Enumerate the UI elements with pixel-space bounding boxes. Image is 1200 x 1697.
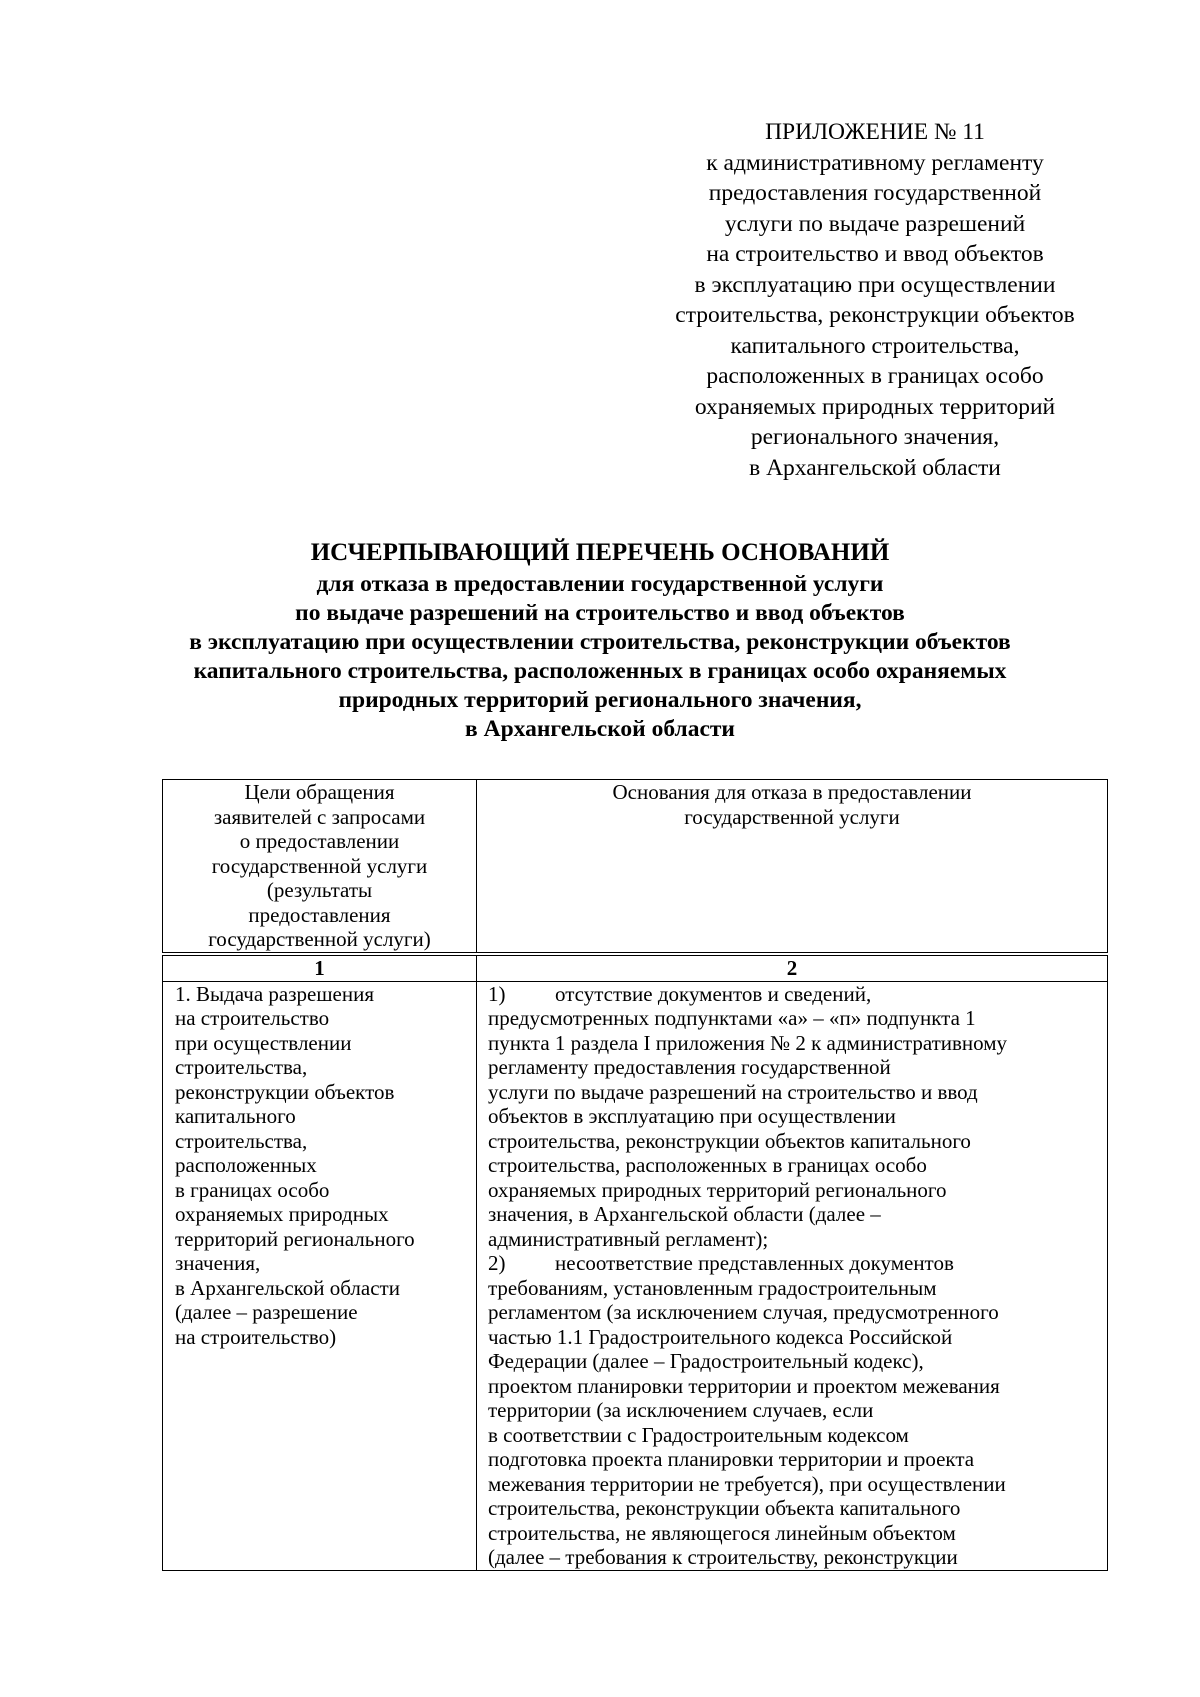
- ground-line: пункта 1 раздела I приложения № 2 к административному: [488, 1030, 1008, 1055]
- title-line: капитального строительства, расположенных в границах особо охраняемых: [193, 658, 1007, 684]
- ground-line: территории (за исключением случаев, если: [488, 1398, 874, 1422]
- ground-line: в соответствии с Градостроительным кодексом: [488, 1422, 909, 1447]
- goal-line: территорий регионального: [175, 1226, 415, 1251]
- goal-cell: [163, 981, 477, 1570]
- ground-line: административный регламент);: [488, 1226, 769, 1251]
- header-cell-grounds: [477, 780, 1108, 953]
- appendix-line: капитального строительства,: [730, 332, 1020, 359]
- goal-line: реконструкции объектов: [175, 1079, 395, 1104]
- ground-line: объектов в эксплуатацию при осуществлении: [488, 1104, 896, 1128]
- ground-line: Федерации (далее – Градостроительный кодекс),: [488, 1349, 924, 1373]
- header-line: (результаты: [266, 878, 373, 902]
- appendix-line: расположенных в границах особо: [706, 363, 1044, 389]
- goal-line: на строительство: [175, 1006, 330, 1030]
- ground-line: строительства, не являющегося линейным объектом: [488, 1520, 956, 1545]
- goal-line: охраняемых природных: [175, 1202, 389, 1226]
- goal-line: 1. Выдача разрешения: [175, 981, 374, 1006]
- header-line: заявителей с запросами: [213, 804, 426, 829]
- ground-line: строительства, расположенных в границах особо: [488, 1153, 927, 1177]
- ground-line: строительства, реконструкции объектов капитального: [488, 1128, 971, 1153]
- ground-line: требованиям, установленным градостроительным: [488, 1275, 937, 1300]
- goal-line: при осуществлении: [175, 1030, 352, 1055]
- column-number-1: 1: [163, 956, 477, 982]
- title-line: для отказа в предоставлении государственной услуги: [316, 571, 884, 597]
- goal-line: на строительство): [175, 1324, 337, 1349]
- ground-line: предусмотренных подпунктами «а» – «п» подпункта 1: [488, 1006, 976, 1030]
- header-line: государственной услуги: [684, 804, 900, 829]
- header-line: Основания для отказа в предоставлении: [612, 780, 972, 804]
- header-line: государственной услуги): [208, 927, 431, 951]
- ground-line: проектом планировки территории и проектом межевания: [488, 1373, 1000, 1398]
- ground-line: подготовка проекта планировки территории и проекта: [488, 1447, 975, 1471]
- table-row-numbers: [163, 956, 1108, 982]
- appendix-line: регионального значения,: [750, 424, 1000, 450]
- appendix-line: услуги по выдаче разрешений: [724, 210, 1026, 237]
- title-line: в эксплуатацию при осуществлении строительства, реконструкции объектов: [189, 629, 1011, 655]
- ground-text: несоответствие представленных документов: [555, 1251, 954, 1275]
- item-number: 2): [488, 1251, 506, 1275]
- title-line: в Архангельской области: [465, 716, 735, 742]
- goal-line: в границах особо: [175, 1177, 330, 1202]
- header-line: государственной услуги: [211, 853, 428, 878]
- title-line: по выдаче разрешений на строительство и ввод объектов: [295, 600, 905, 626]
- appendix-line: строительства, реконструкции объектов: [675, 302, 1075, 328]
- appendix-line: охраняемых природных территорий: [694, 393, 1056, 420]
- header-line: Цели обращения: [244, 780, 395, 804]
- grounds-cell: [477, 981, 1108, 1570]
- table-header: [162, 779, 1108, 953]
- table-body: [162, 955, 1108, 1571]
- ground-line: (далее – требования к строительству, реконструкции: [488, 1545, 958, 1569]
- appendix-line: на строительство и ввод объектов: [706, 241, 1044, 267]
- ground-line: строительства, реконструкции объекта капитального: [488, 1496, 961, 1520]
- goal-line: строительства,: [175, 1128, 308, 1153]
- document-title: [100, 538, 1100, 744]
- ground-line: [488, 982, 1107, 1007]
- ground-line: [488, 1251, 1107, 1276]
- ground-line: значения, в Архангельской области (далее –: [488, 1202, 881, 1226]
- header-line: о предоставлении: [239, 829, 400, 853]
- goal-line: значения,: [175, 1251, 261, 1275]
- title-line: природных территорий регионального значения,: [338, 687, 862, 713]
- appendix-block: [640, 117, 1110, 483]
- ground-text: отсутствие документов и сведений,: [555, 981, 872, 1006]
- column-number-2: 2: [477, 956, 1108, 982]
- title-main: ИСЧЕРПЫВАЮЩИЙ ПЕРЕЧЕНЬ ОСНОВАНИЙ: [310, 539, 890, 566]
- ground-line: охраняемых природных территорий регионального: [488, 1177, 947, 1202]
- table-row: [163, 981, 1108, 1570]
- appendix-line: в эксплуатацию при осуществлении: [694, 271, 1056, 298]
- item-number: 1): [488, 981, 506, 1006]
- header-cell-goals: [163, 780, 477, 953]
- goal-line: капитального: [175, 1104, 296, 1128]
- ground-line: межевания территории не требуется), при осуществлении: [488, 1471, 1006, 1496]
- goal-line: в Архангельской области: [175, 1275, 400, 1300]
- ground-line: услуги по выдаче разрешений на строительство и ввод: [488, 1079, 978, 1104]
- appendix-line: ПРИЛОЖЕНИЕ № 11: [765, 119, 985, 145]
- appendix-line: к административному регламенту: [706, 149, 1044, 176]
- ground-line: частью 1.1 Градостроительного кодекса Российской: [488, 1324, 953, 1349]
- ground-line: регламентом (за исключением случая, предусмотренного: [488, 1300, 999, 1324]
- goal-line: строительства,: [175, 1055, 308, 1079]
- appendix-line: предоставления государственной: [708, 180, 1042, 206]
- appendix-line: в Архангельской области: [749, 454, 1001, 481]
- ground-line: регламенту предоставления государственной: [488, 1055, 891, 1079]
- goal-line: расположенных: [175, 1153, 317, 1177]
- goal-line: (далее – разрешение: [175, 1300, 358, 1324]
- header-line: предоставления: [248, 902, 391, 927]
